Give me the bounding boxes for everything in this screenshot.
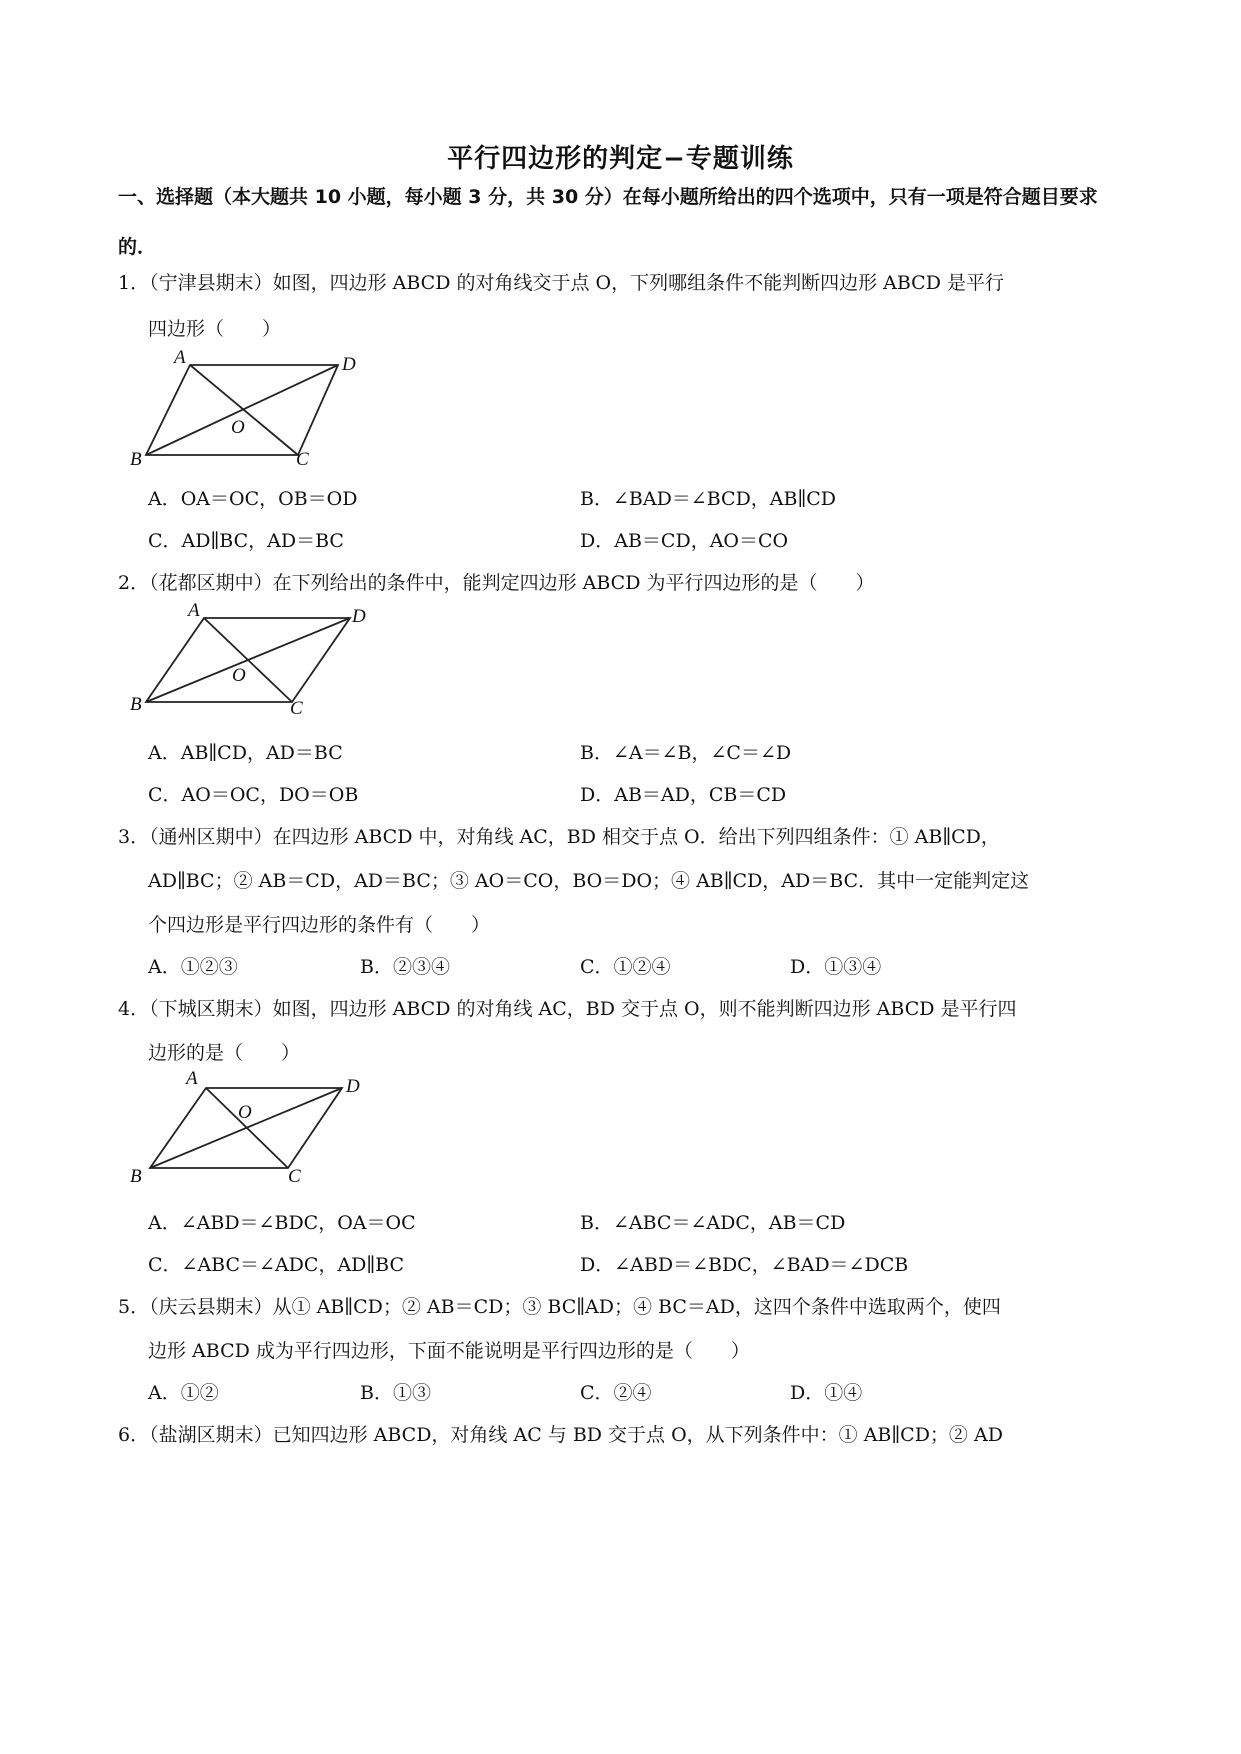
question-1-option-d: D．AB＝CD，AO＝CO <box>580 530 789 552</box>
figure-label-A: A <box>174 347 186 368</box>
figure-label-C: C <box>290 698 303 719</box>
question-4-stem: 4．（下城区期末）如图，四边形 ABCD 的对角线 AC，BD 交于点 O，则不能判断四边形 ABCD 是平行四 <box>118 998 1017 1020</box>
question-1-option-c: C．AD∥BC，AD＝BC <box>148 530 344 552</box>
question-4-option-c: C．∠ABC＝∠ADC，AD∥BC <box>148 1254 405 1276</box>
question-1-option-b: B．∠BAD＝∠BCD，AB∥CD <box>580 488 837 510</box>
figure-label-C: C <box>296 449 309 470</box>
question-3-stem-continued: AD∥BC；② AB＝CD，AD＝BC；③ AO＝CO，BO＝DO；④ AB∥CD，AD＝BC．其中一定能判定这 <box>148 870 1030 892</box>
figure-label-O: O <box>231 417 245 438</box>
figure-label-B: B <box>130 694 142 715</box>
question-2-option-b: B．∠A＝∠B，∠C＝∠D <box>580 742 792 764</box>
question-2-option-d: D．AB＝AD，CB＝CD <box>580 784 787 806</box>
question-2-option-c: C．AO＝OC，DO＝OB <box>148 784 359 806</box>
question-5-option-d: D．①④ <box>790 1382 863 1404</box>
question-3-option-c: C．①②④ <box>580 956 671 978</box>
question-1-stem-continued: 四边形（ ） <box>148 318 282 340</box>
figure-label-O: O <box>238 1102 252 1123</box>
question-2-option-a: A．AB∥CD，AD＝BC <box>148 742 343 764</box>
figure-label-D: D <box>342 354 356 375</box>
question-2-figure <box>128 598 368 723</box>
figure-label-B: B <box>130 1166 142 1187</box>
question-4-option-d: D．∠ABD＝∠BDC，∠BAD＝∠DCB <box>580 1254 909 1276</box>
question-4-stem-continued: 边形的是（ ） <box>148 1042 301 1064</box>
question-3-option-b: B．②③④ <box>360 956 450 978</box>
question-6-stem: 6．（盐湖区期末）已知四边形 ABCD，对角线 AC 与 BD 交于点 O，从下列条件中：① AB∥CD；② AD <box>118 1424 1003 1446</box>
question-4-option-b: B．∠ABC＝∠ADC，AB＝CD <box>580 1212 846 1234</box>
question-5-stem-continued: 边形 ABCD 成为平行四边形，下面不能说明是平行四边形的是（ ） <box>148 1340 750 1362</box>
section-heading: 一、选择题（本大题共 10 小题，每小题 3 分，共 30 分）在每小题所给出的四个选项中，只有一项是符合题目要求的． <box>118 186 1098 258</box>
question-1-option-a: A．OA＝OC，OB＝OD <box>148 488 358 510</box>
question-3-option-d: D．①③④ <box>790 956 882 978</box>
question-2-stem: 2．（花都区期中）在下列给出的条件中，能判定四边形 ABCD 为平行四边形的是（ ） <box>118 572 875 594</box>
question-5-stem: 5．（庆云县期末）从① AB∥CD；② AB＝CD；③ BC∥AD；④ BC＝AD，这四个条件中选取两个，使四 <box>118 1296 1001 1318</box>
figure-label-D: D <box>352 606 366 627</box>
question-3-option-a: A．①②③ <box>148 956 238 978</box>
figure-label-A: A <box>186 1068 198 1089</box>
page-title: 平行四边形的判定−专题训练 <box>447 144 794 174</box>
question-1-stem: 1．（宁津县期末）如图，四边形 ABCD 的对角线交于点 O，下列哪组条件不能判断四边形 ABCD 是平行 <box>118 272 1004 294</box>
question-3-stem-continued-2: 个四边形是平行四边形的条件有（ ） <box>148 914 491 936</box>
question-3-stem: 3．（通州区期中）在四边形 ABCD 中，对角线 AC，BD 相交于点 O．给出下列四组条件：① AB∥CD， <box>118 826 1000 848</box>
question-5-option-b: B．①③ <box>360 1382 431 1404</box>
question-5-option-a: A．①② <box>148 1382 219 1404</box>
figure-label-B: B <box>130 449 142 470</box>
figure-label-A: A <box>188 600 200 621</box>
question-4-option-a: A．∠ABD＝∠BDC，OA＝OC <box>148 1212 416 1234</box>
question-4-figure <box>128 1068 368 1196</box>
figure-label-D: D <box>346 1076 360 1097</box>
figure-label-C: C <box>288 1166 301 1187</box>
question-1-figure <box>128 345 368 470</box>
question-5-option-c: C．②④ <box>580 1382 652 1404</box>
figure-label-O: O <box>232 665 246 686</box>
